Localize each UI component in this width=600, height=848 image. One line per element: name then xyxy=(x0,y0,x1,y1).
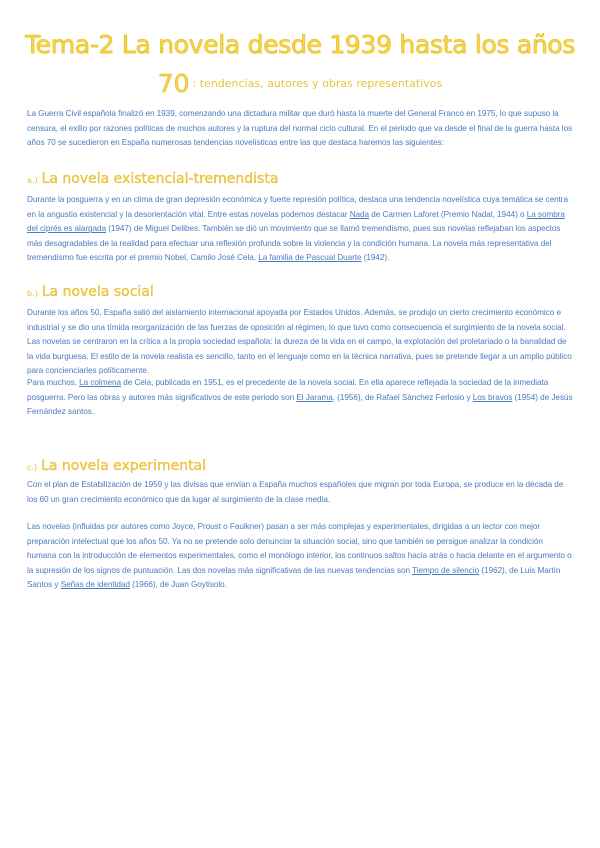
title-subtitle: : tendencias, autores y obras representativos xyxy=(192,77,443,90)
text-run: (1954) de Jesús Fernández santos. xyxy=(27,392,573,417)
text-run: de Carmen Laforet (Premio Nadal, 1944) o xyxy=(369,209,527,219)
book-title-senas-de-identidad: Señas de identidad xyxy=(60,580,130,590)
book-title-los-bravos: Los bravos xyxy=(472,392,513,402)
section-heading-existencial xyxy=(27,168,278,187)
text-run: Las novelas (influidas por autores como Joyce, Proust o Faulkner) pasan a ser más complejas y experimentales, dirigidas a un lector con mejor preparación intelectual que los años 50. Ya no se pretende solo denunciar la situación social, sino que también se persigue analizar la condición humana con la introducción de elementos experimentales, como el monólogo interior, los continuos saltos hacia atrás o hacia delante en el argumento o la supresión de los signos de puntuación. Las dos novelas más significativas de las nuevas tendencias son xyxy=(27,522,572,575)
intro-paragraph: La Guerra Civil española finalizó en 1939, comenzando una dictadura militar que duró hasta la muerte del General Franco en 1975, lo que supuso la censura, el exilio por razones políticas de muchos autores y la ruptura del normal ciclo cultural. En el periodo que va desde el final de la guerra hasta los años 70 se sucedieron en España numerosas tendencias novelísticas entre las que destaca haremos las siguientes: xyxy=(27,109,573,148)
text-run: (1962), de Luis Martín Santos y xyxy=(27,565,561,590)
book-title-la-colmena: La colmena xyxy=(79,378,121,387)
section-heading-social xyxy=(27,281,154,300)
book-title-el-jarama: El Jarama xyxy=(296,392,333,402)
book-title-nada: Nada xyxy=(349,209,370,219)
section-title: La novela existencial-tremendista xyxy=(41,171,279,187)
section-c-paragraph-2 xyxy=(27,520,573,593)
section-marker: a.) xyxy=(27,176,38,185)
section-b-paragraph-2 xyxy=(27,376,573,420)
text-run: Durante la posguerra y en un clima de gran depresión económica y fuerte represión política, destaca una tendencia novelística cuya temática se centra en la angustia existencial y la desorientación vital. Entre estas novelas podemos destacar xyxy=(27,195,568,219)
section-a-paragraph xyxy=(27,193,573,266)
section-heading-experimental xyxy=(27,455,206,474)
text-run: (1947) de Miguel Delibes. También se dió un movimiento que se llamó tremendismo, pues sus novelas reflejaban los aspectos más desagradables de la realidad para efectuar una reflexión profunda sobre la violencia y la condición humana. La novela más representativa del tremendismo fue escrita por el premio Nobel, Camilo José Cela, xyxy=(27,224,561,263)
section-marker: b.) xyxy=(27,289,38,298)
book-title-la-sombra-del-cipres: La sombra del ciprés es alargada xyxy=(27,209,565,234)
document-title-line2 xyxy=(0,69,600,98)
book-title-pascual-duarte: La familia de Pascual Duarte xyxy=(258,253,362,263)
document-title: Tema-2 La novela desde 1939 hasta los años xyxy=(24,30,576,59)
section-title: La novela social xyxy=(41,284,154,300)
text-run: , (1956), de Rafael Sánchez Ferlosio y xyxy=(332,392,473,402)
text-run: Para muchos, xyxy=(27,378,80,387)
title-years: 70 xyxy=(157,69,190,98)
text-run: (1966), de Juan Goytisolo. xyxy=(129,580,227,590)
text-run: (1942). xyxy=(361,253,390,263)
book-title-tiempo-de-silencio: Tiempo de silencio xyxy=(412,565,480,575)
section-b-paragraph-1: Durante los años 50, España salió del aislamiento internacional apoyada por Estados Unidos. Además, se produjo un cierto crecimiento económico e industrial y se dio una tímida reorganización de las fuerzas de oposición al régimen, lo que tuvo como consecuencia el surgimiento de la novela social. Las novelas se centraron en la crítica a la propia sociedad española: la dureza de la vida en el campo, la explotación del proletariado o la banalidad de la vida burguesa. El estilo de la novela realista es sencillo, tanto en el lenguaje como en la técnica narrativa, pues se pretende llegar a un amplio público para concienciarles políticamente. xyxy=(27,308,572,376)
section-c-paragraph-1: Con el plan de Estabilización de 1959 y las divisas que envían a España muchos españoles que migran por toda Europa, se produce en la década de los 60 un gran crecimiento económico que da lugar al surgimiento de la clase media. xyxy=(27,480,564,504)
text-run: de Cela, publicada en 1951, es el precedente de la novela social. En ella aparece reflejada la sociedad de la inmediata posguerra. Pero las obras y autores más significativos de este periodo son xyxy=(27,378,549,402)
section-marker: c.) xyxy=(27,463,38,472)
section-title: La novela experimental xyxy=(41,458,207,474)
